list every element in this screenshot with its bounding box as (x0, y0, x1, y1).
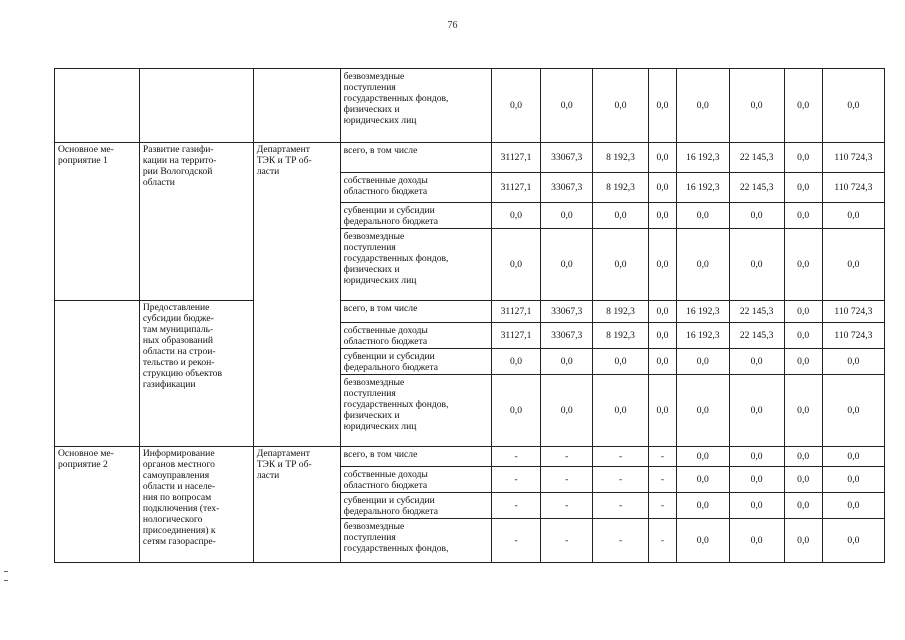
value-cell: 0,0 (729, 229, 784, 301)
funding-source-cell: субвенции и субсидии федерального бюджета (340, 203, 491, 229)
value-cell: 0,0 (822, 229, 884, 301)
value-cell: 0,0 (822, 349, 884, 375)
table-row (55, 143, 885, 173)
funding-source-cell: безвозмездные поступления государственных фондов, физических и юридических лиц (340, 375, 491, 447)
value-cell: 0,0 (676, 69, 729, 143)
value-cell: 0,0 (784, 323, 822, 349)
value-cell: 0,0 (822, 467, 884, 493)
value-cell: 0,0 (822, 203, 884, 229)
value-cell: - (541, 519, 593, 563)
value-cell: 0,0 (676, 229, 729, 301)
value-cell: 0,0 (784, 519, 822, 563)
funding-source-cell: безвозмездные поступления государственных фондов, физических и юридических лиц (340, 69, 491, 143)
value-cell: 0,0 (491, 203, 541, 229)
value-cell: 0,0 (729, 349, 784, 375)
value-cell: 22 145,3 (729, 301, 784, 323)
value-cell: 0,0 (541, 69, 593, 143)
value-cell: 0,0 (784, 203, 822, 229)
value-cell: 0,0 (541, 349, 593, 375)
funding-source-cell: субвенции и субсидии федерального бюджета (340, 493, 491, 519)
funding-source-cell: субвенции и субсидии федерального бюджета (340, 349, 491, 375)
value-cell: - (541, 447, 593, 467)
value-cell: 33067,3 (541, 301, 593, 323)
value-cell: 0,0 (541, 229, 593, 301)
value-cell: - (541, 493, 593, 519)
value-cell: 22 145,3 (729, 143, 784, 173)
value-cell: 16 192,3 (676, 301, 729, 323)
value-cell: 0,0 (784, 69, 822, 143)
value-cell: 0,0 (822, 447, 884, 467)
scan-edge-mark (4, 571, 8, 572)
value-cell: 0,0 (648, 229, 676, 301)
value-cell: 0,0 (729, 467, 784, 493)
value-cell: 16 192,3 (676, 173, 729, 203)
table-body (55, 69, 885, 563)
value-cell: 0,0 (784, 375, 822, 447)
value-cell: 31127,1 (491, 143, 541, 173)
value-cell: 110 724,3 (822, 323, 884, 349)
value-cell: 0,0 (541, 203, 593, 229)
submeasure-name-cell: Предоставление субсидии бюдже- там муниципаль- ных образований области на строи- тельство и рекон- струкцию объектов газификации (139, 301, 253, 447)
value-cell: 0,0 (822, 519, 884, 563)
measure-executor-cell: Департамент ТЭК и ТР об- ласти (253, 143, 340, 447)
value-cell: 31127,1 (491, 323, 541, 349)
value-cell: 0,0 (822, 493, 884, 519)
value-cell: 0,0 (784, 301, 822, 323)
value-cell: 0,0 (822, 69, 884, 143)
measure-status-cell: Основное ме- роприятие 2 (55, 447, 140, 563)
value-cell: 0,0 (729, 447, 784, 467)
scan-edge-mark (4, 580, 8, 581)
value-cell: - (491, 493, 541, 519)
funding-source-cell: собственные доходы областного бюджета (340, 467, 491, 493)
value-cell: 0,0 (729, 519, 784, 563)
table-row (55, 301, 885, 323)
value-cell: 33067,3 (541, 323, 593, 349)
value-cell: 0,0 (729, 203, 784, 229)
measure-name-cell-empty (139, 69, 253, 143)
value-cell: 0,0 (784, 467, 822, 493)
value-cell: 0,0 (593, 229, 649, 301)
value-cell: 8 192,3 (593, 323, 649, 349)
value-cell: 22 145,3 (729, 173, 784, 203)
value-cell: 0,0 (676, 349, 729, 375)
value-cell: - (648, 519, 676, 563)
funding-source-cell: всего, в том числе (340, 301, 491, 323)
funding-source-cell: собственные доходы областного бюджета (340, 323, 491, 349)
value-cell: 0,0 (491, 229, 541, 301)
value-cell: 0,0 (541, 375, 593, 447)
value-cell: - (593, 447, 649, 467)
measure-status-cell: Основное ме- роприятие 1 (55, 143, 140, 301)
value-cell: 0,0 (593, 203, 649, 229)
value-cell: 0,0 (729, 493, 784, 519)
value-cell: 0,0 (676, 519, 729, 563)
measure-name-cell: Информирование органов местного самоуправления области и населе- ния по вопросам подключения (тех- нологического присоединения) к сетям газораспре- (139, 447, 253, 563)
value-cell: 0,0 (676, 203, 729, 229)
value-cell: 8 192,3 (593, 301, 649, 323)
value-cell: 0,0 (491, 69, 541, 143)
value-cell: 0,0 (729, 69, 784, 143)
value-cell: 31127,1 (491, 173, 541, 203)
measure-executor-cell: Департамент ТЭК и ТР об- ласти (253, 447, 340, 563)
program-funding-table (54, 68, 885, 563)
value-cell: - (491, 467, 541, 493)
value-cell: 0,0 (593, 375, 649, 447)
value-cell: - (648, 467, 676, 493)
value-cell: 110 724,3 (822, 143, 884, 173)
value-cell: 0,0 (676, 493, 729, 519)
value-cell: 0,0 (729, 375, 784, 447)
funding-source-cell: безвозмездные поступления государственных фондов, физических и юридических лиц (340, 229, 491, 301)
value-cell: 0,0 (784, 143, 822, 173)
status-cell-empty (55, 69, 140, 143)
value-cell: 0,0 (593, 349, 649, 375)
status-cell-empty (55, 301, 140, 447)
value-cell: 31127,1 (491, 301, 541, 323)
value-cell: 0,0 (784, 229, 822, 301)
page-number: 76 (447, 20, 458, 31)
value-cell: - (593, 493, 649, 519)
value-cell: 0,0 (648, 173, 676, 203)
value-cell: 0,0 (648, 323, 676, 349)
value-cell: 0,0 (648, 69, 676, 143)
value-cell: 0,0 (784, 447, 822, 467)
value-cell: - (541, 467, 593, 493)
value-cell: 0,0 (491, 349, 541, 375)
funding-source-cell: всего, в том числе (340, 447, 491, 467)
funding-source-cell: безвозмездные поступления государственных фондов, (340, 519, 491, 563)
value-cell: 0,0 (491, 375, 541, 447)
value-cell: 16 192,3 (676, 323, 729, 349)
value-cell: 0,0 (648, 375, 676, 447)
value-cell: 0,0 (648, 203, 676, 229)
funding-source-cell: собственные доходы областного бюджета (340, 173, 491, 203)
value-cell: - (648, 493, 676, 519)
value-cell: - (593, 519, 649, 563)
value-cell: 110 724,3 (822, 173, 884, 203)
value-cell: 33067,3 (541, 173, 593, 203)
value-cell: 0,0 (784, 493, 822, 519)
value-cell: - (491, 519, 541, 563)
value-cell: 0,0 (648, 349, 676, 375)
value-cell: - (491, 447, 541, 467)
value-cell: 0,0 (676, 467, 729, 493)
value-cell: 0,0 (593, 69, 649, 143)
value-cell: 16 192,3 (676, 143, 729, 173)
value-cell: 0,0 (676, 375, 729, 447)
value-cell: 8 192,3 (593, 173, 649, 203)
value-cell: 0,0 (676, 447, 729, 467)
value-cell: 8 192,3 (593, 143, 649, 173)
value-cell: 110 724,3 (822, 301, 884, 323)
value-cell: 33067,3 (541, 143, 593, 173)
table-row (55, 447, 885, 467)
measure-name-cell: Развитие газифи- кации на террито- рии Вологодской области (139, 143, 253, 301)
value-cell: - (648, 447, 676, 467)
value-cell: 0,0 (784, 173, 822, 203)
value-cell: 0,0 (822, 375, 884, 447)
value-cell: 0,0 (648, 143, 676, 173)
value-cell: 0,0 (648, 301, 676, 323)
funding-source-cell: всего, в том числе (340, 143, 491, 173)
table-row (55, 69, 885, 143)
value-cell: 0,0 (784, 349, 822, 375)
executor-cell-empty (253, 69, 340, 143)
value-cell: - (593, 467, 649, 493)
value-cell: 22 145,3 (729, 323, 784, 349)
